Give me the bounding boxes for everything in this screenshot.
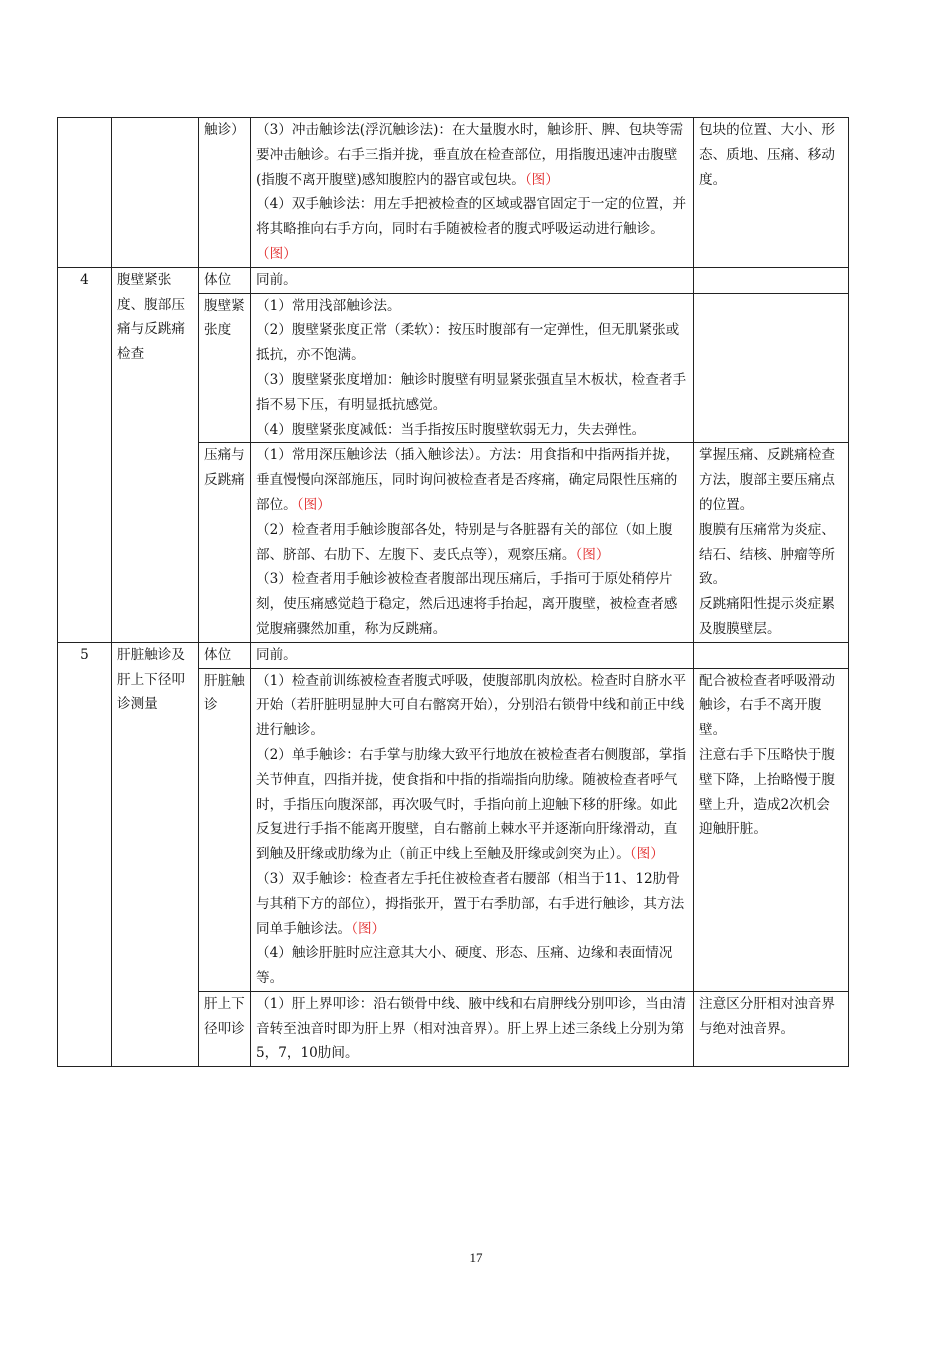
exam-item: 腹壁紧张度、腹部压痛与反跳痛检查 — [112, 267, 199, 642]
key-points — [694, 293, 849, 443]
procedure-step: （3）双手触诊：检查者左手托住被检查者右腰部（相当于11、12肋骨与其稍下方的部位），拇指张开，置于右季肋部，右手进行触诊，其方法同单手触诊法。（图） — [256, 870, 685, 937]
sub-item: 体位 — [199, 267, 251, 293]
procedure-content — [251, 991, 694, 1066]
exam-item: 肝脏触诊及肝上下径叩诊测量 — [112, 642, 199, 1067]
figure-ref: （图） — [629, 846, 664, 863]
key-points — [694, 668, 849, 991]
procedure-step: （1）检查前训练被检查者腹式呼吸，使腹部肌肉放松。检查时自脐水平开始（若肝脏明显肿大可自右髂窝开始），分别沿右锁骨中线和前正中线进行触诊。 — [256, 672, 687, 739]
procedure-step: （1）常用深压触诊法（插入触诊法）。方法：用食指和中指两指并拢，垂直慢慢向深部施压，同时询问被检查者是否疼痛，确定局限性压痛的部位。（图） — [256, 447, 680, 513]
procedure-step: （2）检查者用手触诊腹部各处，特别是与各脏器有关的部位（如上腹部、脐部、右肋下、左腹下、麦氏点等），观察压痛。（图） — [256, 521, 673, 563]
procedure-step: （1）肝上界叩诊：沿右锁骨中线、腋中线和右肩胛线分别叩诊，当由清音转至浊音时即为肝上界（相对浊音界）。肝上界上述三条线上分别为第5，7，10肋间。 — [256, 995, 687, 1062]
key-point: 注意右手下压略快于腹壁下降，上抬略慢于腹壁上升，造成2次机会迎触肝脏。 — [699, 746, 835, 838]
procedure-content — [251, 293, 694, 443]
key-point: 腹膜有压痛常为炎症、结石、结核、肿瘤等所致。 — [699, 521, 835, 588]
sub-item: 腹壁紧张度 — [199, 293, 251, 443]
figure-ref: （图） — [351, 920, 386, 937]
sub-item: 体位 — [199, 642, 251, 668]
procedure-step: （4）腹壁紧张度减低：当手指按压时腹壁软弱无力，失去弹性。 — [256, 421, 646, 438]
key-points — [694, 443, 849, 642]
procedure-step: （4）触诊肝脏时应注意其大小、硬度、形态、压痛、边缘和表面情况等。 — [256, 945, 673, 987]
key-points — [694, 642, 849, 668]
row-number — [58, 118, 112, 268]
procedure-step: （4）双手触诊法：用左手把被检查的区域或器官固定于一定的位置，并将其略推向右手方向，同时右手随被检者的腹式呼吸运动进行触诊。（图） — [256, 196, 687, 262]
procedure-content — [251, 443, 694, 642]
procedure-content: 同前。 — [251, 642, 694, 668]
procedure-content: 同前。 — [251, 267, 694, 293]
procedure-content — [251, 668, 694, 991]
sub-item: 肝上下径叩诊 — [199, 991, 251, 1066]
row-number: 5 — [58, 642, 112, 1067]
sub-item: 触诊） — [199, 118, 251, 268]
key-points: 注意区分肝相对浊音界与绝对浊音界。 — [694, 991, 849, 1066]
key-point: 配合被检查者呼吸滑动触诊，右手不离开腹壁。 — [699, 672, 835, 739]
key-point: 掌握压痛、反跳痛检查方法，腹部主要压痛点的位置。 — [699, 447, 835, 513]
key-point: 反跳痛阳性提示炎症累及腹膜壁层。 — [699, 596, 835, 637]
figure-ref: （图） — [256, 245, 297, 262]
figure-ref: （图） — [575, 546, 610, 563]
sub-item: 压痛与反跳痛 — [199, 443, 251, 642]
table-row — [58, 642, 849, 668]
exam-table — [57, 117, 849, 1067]
key-points: 包块的位置、大小、形态、质地、压痛、移动度。 — [694, 118, 849, 268]
page-number: 17 — [469, 1250, 483, 1265]
exam-item — [112, 118, 199, 268]
key-points — [694, 267, 849, 293]
procedure-content — [251, 118, 694, 268]
procedure-step: （3）腹壁紧张度增加：触诊时腹壁有明显紧张强直呈木板状，检查者手指不易下压，有明显抵抗感觉。 — [256, 371, 687, 413]
row-number: 4 — [58, 267, 112, 642]
procedure-step: （3）冲击触诊法(浮沉触诊法)：在大量腹水时，触诊肝、脾、包块等需要冲击触诊。右手三指并拢，垂直放在检查部位，用指腹迅速冲击腹壁(指腹不离开腹壁)感知腹腔内的器官或包块。（图） — [256, 122, 684, 188]
procedure-step: （2）腹壁紧张度正常（柔软）：按压时腹部有一定弹性，但无肌紧张或抵抗，亦不饱满。 — [256, 322, 680, 364]
figure-ref: （图） — [296, 496, 331, 513]
sub-item: 肝脏触诊 — [199, 668, 251, 991]
procedure-step: （3）检查者用手触诊被检查者腹部出现压痛后，手指可于原处稍停片刻，使压痛感觉趋于稳定，然后迅速将手抬起，离开腹壁，被检查者感觉腹痛骤然加重，称为反跳痛。 — [256, 571, 678, 637]
table-row — [58, 118, 849, 268]
procedure-step: （1）常用浅部触诊法。 — [256, 297, 401, 314]
table-row — [58, 267, 849, 293]
procedure-step: （2）单手触诊：右手掌与肋缘大致平行地放在被检查者右侧腹部，掌指关节伸直，四指并拢，使食指和中指的指端指向肋缘。随被检查者呼气时，手指压向腹深部，再次吸气时，手指向前上迎触下移的肝缘。如此反复进行手指不能离开腹壁，自右髂前上棘水平并逐渐向肝缘滑动，直到触及肝缘或肋缘为止（前正中线上至触及肝缘或剑突为止）。（图） — [256, 746, 687, 863]
figure-ref: （图） — [524, 171, 559, 188]
